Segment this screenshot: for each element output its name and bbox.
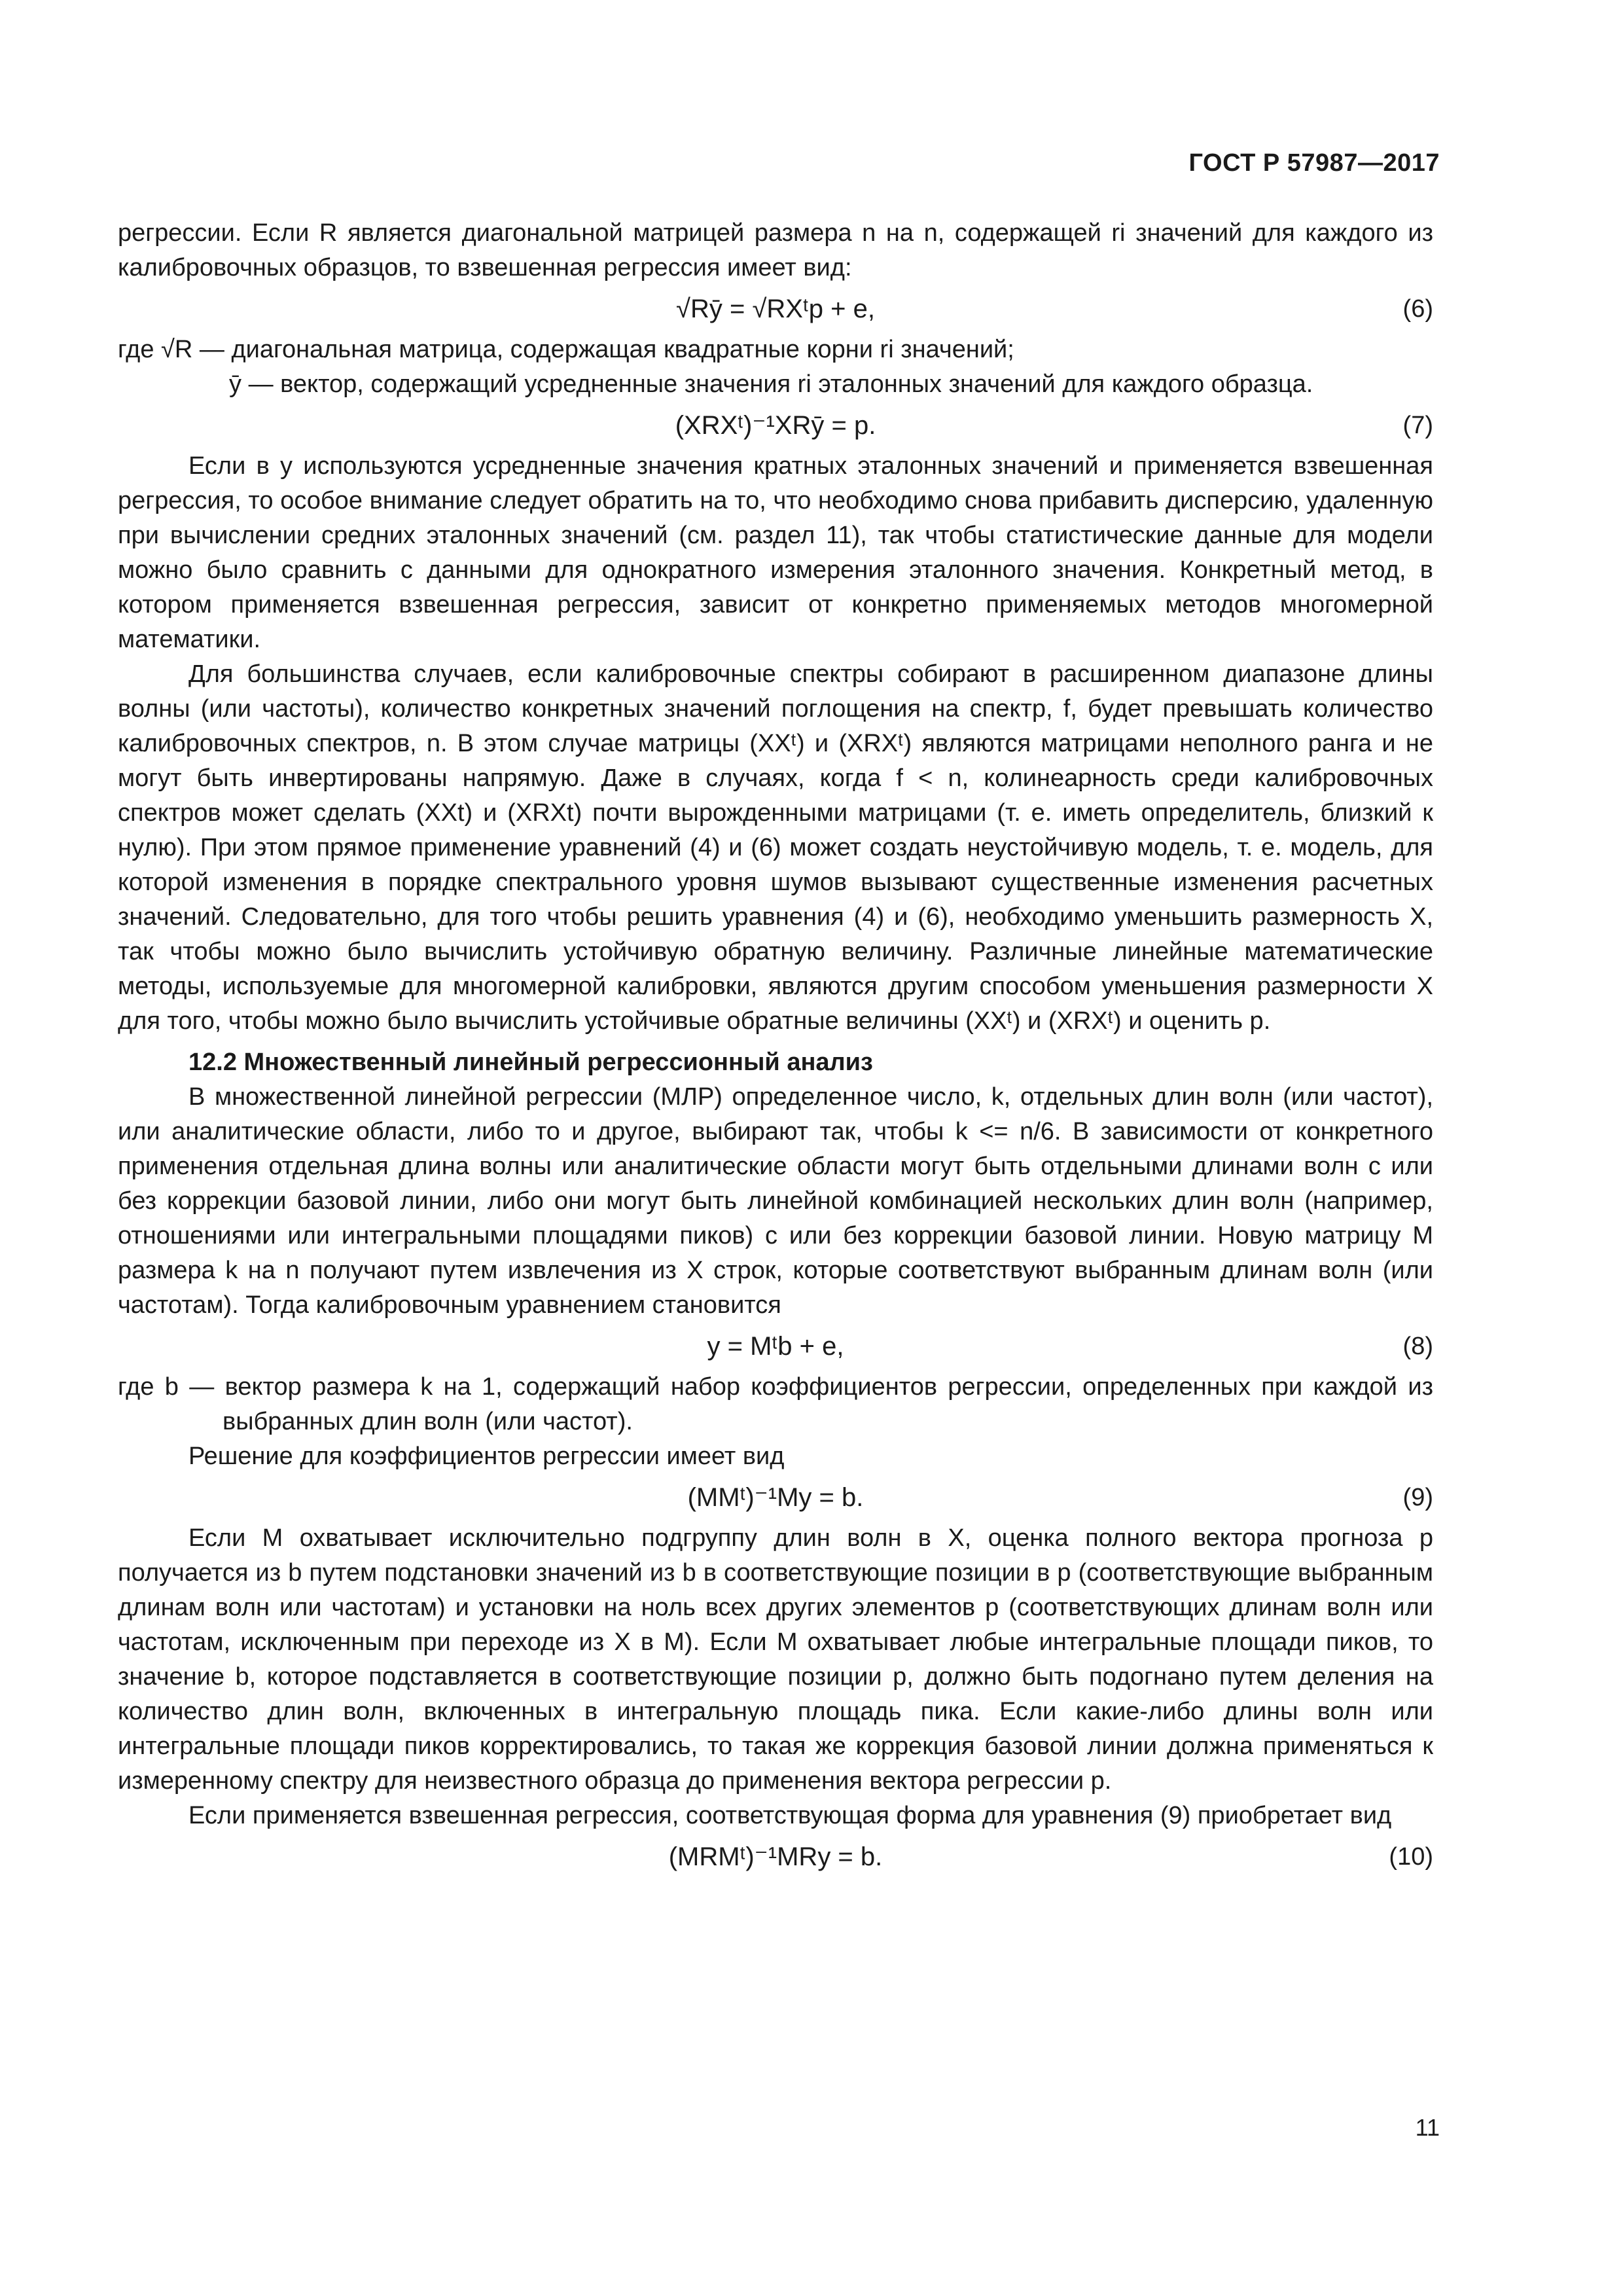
equation-6-formula: √Rȳ = √RXᵗp + e, bbox=[676, 294, 875, 323]
paragraph-solution-intro: Решение для коэффициентов регрессии имеет вид bbox=[188, 1443, 785, 1470]
equation-7-formula: (XRXᵗ)⁻¹XRȳ = p. bbox=[675, 410, 876, 440]
where-lead-sqrt-r: где √R bbox=[118, 336, 193, 363]
paragraph-calibration-spectra: Для большинства случаев, если калибровочные спектры собирают в расширенном диапазоне длины волны (или частоты), количество конкретных значений поглощения на спектр, f, будет превышать количество калибровочных спектров, n. В этом случае матрицы (XXᵗ) и (XRXᵗ) являются матрицами неполного ранга и не могут быть инвертированы напрямую. Даже в случаях, когда f < n, колинеарность среди калибровочных спектров может сделать (XXt) и (XRXt) почти вырожденными матрицами (т. е. иметь определитель, близкий к нулю). При этом прямое применение уравнений (4) и (6) может создать неустойчивую модель, т. е. модель, для которой изменения в порядке спектрального уровня шумов вызывают существенные изменения расчетных значений. Следовательно, для того чтобы решить уравнения (4) и (6), необходимо уменьшить размерность X, так чтобы можно было вычислить устойчивую обратную величину. Различные линейные математические методы, используемые для многомерной калибровки, являются другим способом уменьшения размерности X для того, чтобы можно было вычислить устойчивые обратные величины (XXᵗ) и (XRXᵗ) и оценить p. bbox=[118, 660, 1433, 1035]
equation-6 bbox=[118, 285, 1433, 332]
equation-8-number: (8) bbox=[1402, 1333, 1433, 1360]
definition-b: вектор размера k на 1, содержащий набор коэффициентов регрессии, определенных при каждой из выбранных длин волн (или частот). bbox=[223, 1373, 1434, 1435]
equation-10-number: (10) bbox=[1389, 1843, 1433, 1871]
paragraph-mlr-description: В множественной линейной регрессии (МЛР) определенное число, k, отдельных длин волн (или частот), или аналитические области, либо то и другое, выбирают так, чтобы k <= n/6. В зависимости от конкретного применения отдельная длина волны или аналитические области могут быть отдельными длинами волн с или без коррекции базовой линии, либо они могут быть линейной комбинацией нескольких длин волн (например, отношениями или интегральными площадями пиков) с или без коррекции базовой линии. Новую матрицу M размера k на n получают путем извлечения из X строк, которые соответствуют выбранным длинам волн (или частотам). Тогда калибровочным уравнением становится bbox=[118, 1083, 1433, 1319]
paragraph-weighted-regression-intro: регрессии. Если R является диагональной матрицей размера n на n, содержащей ri значений для каждого из калибровочных образцов, то взвешенная регрессия имеет вид: bbox=[118, 219, 1433, 281]
equation-9-formula: (MMᵗ)⁻¹My = b. bbox=[687, 1482, 864, 1512]
equation-10 bbox=[118, 1833, 1433, 1880]
page-content bbox=[118, 216, 1433, 1880]
standard-header: ГОСТ Р 57987—2017 bbox=[1188, 149, 1440, 177]
where-clause-eq6-row1 bbox=[118, 332, 1433, 367]
paragraph-averaged-values: Если в y используются усредненные значения кратных эталонных значений и применяется взвешенная регрессия, то особое внимание следует обратить на то, что необходимо снова прибавить дисперсию, удаленную при вычислении средних эталонных значений (см. раздел 11), так чтобы статистические данные для модели можно было сравнить с данными для однократного измерения эталонного значения. Конкретный метод, в котором применяется взвешенная регрессия, зависит от конкретно применяемых методов многомерной математики. bbox=[118, 452, 1433, 653]
equation-6-number: (6) bbox=[1402, 295, 1433, 323]
equation-9-number: (9) bbox=[1402, 1484, 1433, 1511]
equation-9 bbox=[118, 1474, 1433, 1521]
definition-sqrt-r: — диагональная матрица, содержащая квадратные корни ri значений; bbox=[199, 336, 1014, 363]
equation-7 bbox=[118, 402, 1433, 449]
section-heading-12-2: 12.2 Множественный линейный регрессионный анализ bbox=[188, 1049, 873, 1076]
equation-8-formula: y = Mᵗb + e, bbox=[707, 1331, 844, 1361]
where-lead-b: где b — bbox=[118, 1373, 215, 1401]
equation-7-number: (7) bbox=[1402, 412, 1433, 439]
page-number: 11 bbox=[1415, 2114, 1440, 2141]
paragraph-weighted-form: Если применяется взвешенная регрессия, соответствующая форма для уравнения (9) приобретает вид bbox=[188, 1802, 1392, 1829]
where-clause-eq6-row2 bbox=[118, 367, 1433, 402]
paragraph-subgroup-wavelengths: Если M охватывает исключительно подгруппу длин волн в X, оценка полного вектора прогноза p получается из b путем подстановки значений из b в соответствующие позиции в p (соответствующие выбранным длинам волн или частотам) и установки на ноль всех других элементов p (соответствующих длинам волн или частотам, исключенным при переходе из X в M). Если M охватывает любые интегральные площади пиков, то значение b, которое подставляется в соответствующие позиции p, должно быть подогнано путем деления на количество длин волн, включенных в интегральную площадь пика. Если какие-либо длины волн или интегральные площади пиков корректировались, то такая же коррекция базовой линии должна применяться к измеренному спектру для неизвестного образца до применения вектора регрессии p. bbox=[118, 1524, 1433, 1795]
equation-8 bbox=[118, 1323, 1433, 1370]
definition-y-bar: — вектор, содержащий усредненные значения ri эталонных значений для каждого образца. bbox=[248, 370, 1313, 398]
where-clause-eq8 bbox=[118, 1370, 1433, 1439]
equation-10-formula: (MRMᵗ)⁻¹MRy = b. bbox=[668, 1842, 883, 1871]
where-symbol-y-bar: ȳ bbox=[229, 370, 241, 398]
